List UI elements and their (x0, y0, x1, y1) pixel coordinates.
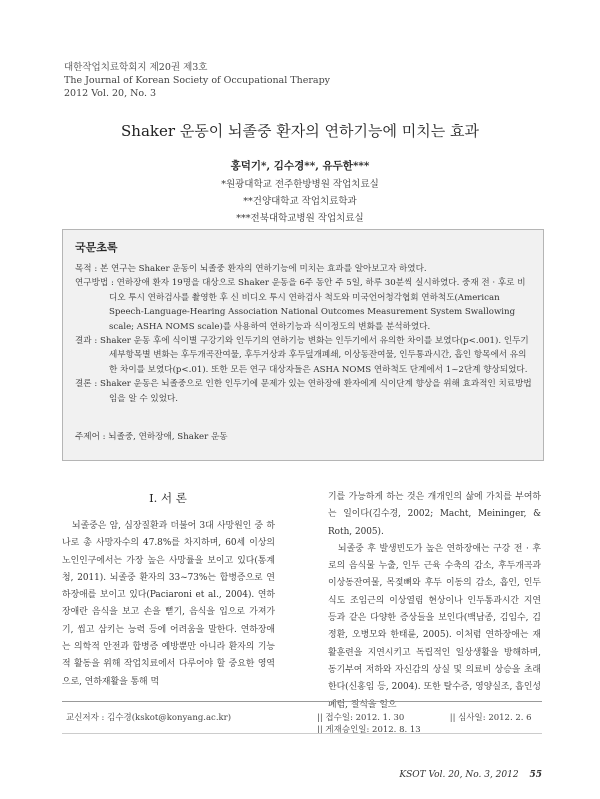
abstract-box (62, 229, 544, 461)
paper-title: Shaker 운동이 뇌졸중 환자의 연하기능에 미치는 효과 (121, 122, 479, 140)
page-footer (399, 770, 542, 780)
journal-citation: KSOT Vol. 20, No. 3, 2012 (399, 770, 519, 780)
accepted-date: || 게재승인일: 2012. 8. 13 (317, 725, 421, 735)
journal-issue: 2012 Vol. 20, No. 3 (64, 88, 157, 99)
body-paragraph: 뇌졸중은 암, 심장질환과 더불어 3대 사망원인 중 하나로 총 사망자수의 47.8%를 차지하며, 60세 이상의 노인인구에서는 가장 높은 사망률을 보이고 있다(통계청, 2011). 뇌졸중 환자의 33~73%는 합병증으로 연하장애를 보이고 있다(Paciaroni et al., 2004). 연하장애란 음식을 보고 손을 뻗기, 음식을 입으로 가져가기, 씹고 삼키는 능력 등에 어려움을 말한다. 연하장애는 의학적 안전과 합병증 예방뿐만 아니라 환자의 기능적 활동을 위해 작업치료에서 다루어야 할 중요한 영역으로, 연하재활을 통해 먹 (62, 521, 275, 687)
abstract-methods: 연구방법 : 연하장애 환자 19명을 대상으로 Shaker 운동을 6주 동안 주 5일, 하루 30분씩 실시하였다. 중재 전 · 후로 비디오 투시 연하검사를 촬영한 후 신 비디오 투시 연하검사 척도와 미국언어청각협회 연하척도(American Speech-Language-Hearing Association National Outcomes Measurement System Swallowing scale; ASHA NOMS scale)를 사용하여 연하기능과 식이정도의 변화를 분석하였다. (75, 278, 526, 332)
received-date: || 접수일: 2012. 1. 30 (317, 713, 405, 723)
body-column-right (328, 489, 541, 714)
reviewed-date: || 심사일: 2012. 2. 6 (449, 713, 532, 723)
footer-divider (62, 701, 542, 702)
body-column-left (62, 518, 275, 691)
corresponding-author: 교신저자 : 김수경(kskot@konyang.ac.kr) (66, 713, 232, 723)
abstract-keywords: 주제어 : 뇌졸중, 연하장애, Shaker 운동 (75, 432, 228, 443)
section-heading: Ⅰ. 서 론 (149, 491, 187, 505)
body-paragraph: 뇌졸중 후 발생빈도가 높은 연하장애는 구강 전 · 후로의 음식물 누출, 인두 근육 수축의 감소, 후두개곡과 이상동잔여물, 목젖뼈와 후두 이동의 감소, 흡인, 인두 식도 조임근의 이상열림 현상이나 인두통과시간 지연 등과 같은 다양한 증상들을 보인다(백남종, 김임수, 김정환, 오병모와 한태륜, 2005). 이처럼 연하장애는 재활훈련을 지연시키고 독립적인 일상생활을 방해하며, 동기부여 저하와 자신감의 상실 및 의료비 상승을 초래한다(신홍임 등, 2004). 또한 탈수증, 영양실조, 흡인성 폐렴, 질식을 일으 (328, 543, 541, 710)
abstract-purpose: 목적 : 본 연구는 Shaker 운동이 뇌졸중 환자의 연하기능에 미치는 효과를 알아보고자 하였다. (75, 264, 427, 274)
page-number: 55 (529, 770, 542, 780)
journal-name-en: The Journal of Korean Society of Occupational Therapy (64, 75, 331, 86)
abstract-body (75, 262, 533, 444)
journal-header (64, 61, 330, 100)
body-paragraph: 기를 가능하게 하는 것은 개개인의 삶에 가치를 부여하는 일이다(김수경, 2002; Macht, Meininger, & Roth, 2005). (328, 492, 541, 537)
affiliation-1: *원광대학교 전주한방병원 작업치료실 (221, 179, 379, 190)
abstract-results: 결과 : Shaker 운동 후에 식이별 구강기와 인두기의 연하기능 변화는 인두기에서 유의한 차이를 보였다(p<.001). 인두기 세부항목별 변화는 후두개곡잔여물, 후두거상과 후두덮개폐쇄, 이상동잔여물, 인두통과시간, 흡인 항목에서 유의한 차이를 보였다(p<.01). 또한 모든 연구 대상자들은 ASHA NOMS 연하척도 단계에서 1~2단계 향상되었다. (75, 336, 529, 375)
abstract-conclusion: 결론 : Shaker 운동은 뇌졸중으로 인한 인두기에 문제가 있는 연하장애 환자에게 식이단계 향상을 위해 효과적인 치료방법임을 알 수 있었다. (75, 379, 532, 404)
affiliation-2: **건양대학교 작업치료학과 (243, 196, 357, 207)
abstract-title: 국문초록 (75, 241, 118, 254)
footer-divider-bottom (62, 733, 542, 734)
author-list: 홍덕기*, 김수경**, 유두한*** (230, 160, 370, 172)
affiliation-list (0, 176, 600, 227)
affiliation-3: ***전북대학교병원 작업치료실 (236, 213, 364, 224)
journal-name-ko: 대한작업치료학회지 제20권 제3호 (64, 62, 208, 73)
